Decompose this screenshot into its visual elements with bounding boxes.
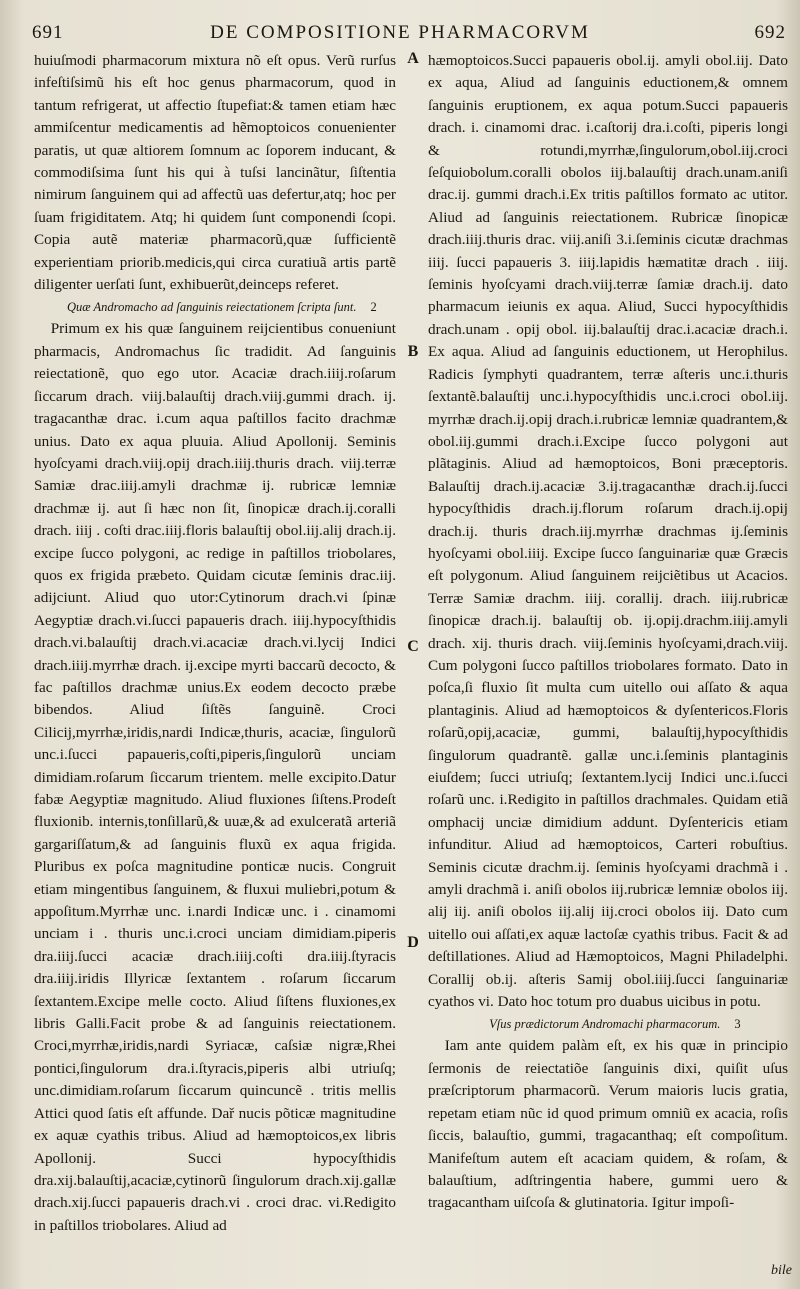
left-column <box>34 50 396 1267</box>
section-heading-2-text: Quæ Andromacho ad ſanguinis reiectationem ſcripta ſunt. <box>67 300 357 315</box>
margin-letter-d: D <box>407 934 419 951</box>
margin-letter-b: B <box>407 343 419 360</box>
margin-letter-c: C <box>407 638 419 655</box>
section-number-3: 3 <box>734 1017 741 1032</box>
left-paragraph-2: Primum ex his quæ ſanguinem reijcientibus conueniunt pharmacis, Andromachus ſic tradidit. Ad ſanguinis reiectationẽ, quo ego utor. Acaciæ drach.iiij.roſarum ſiccarum drach. viij.balauſtij drach.viij.gummi drach. ij. tragacanthæ drac. i.cum aqua paſtillos facito drachmæ unius. Dato ex aqua pluuia. Aliud Apollonij. Seminis hyoſcyami drach.viij.opij drach.iiij.thuris drach. viij.terræ Samiæ drac.iiij.amyli drachmæ ij. rubricæ lemniæ drachmæ ij. aut ſi hæc non ſit, ſinopicæ drach.ij.coralli drach. iiij . coſti drac.iiij.floris balauſtij obol.iij.alij drach.ij. excipe ſucco polygoni, ac redige in paſtillos triobolares, quos ex frigida præbeto. Quidam cicutæ ſeminis drac.iij. adijciunt. Aliud quo utor:Cytinorum drach.vi ſpinæ Aegyptiæ drach.vi.ſucci papaueris drach. iiij.hypocyſthidis drach.vi.balauſtij drach.vi.acaciæ drach.vi.lycij Indici drach.iiij.myrrhæ drach. ij.excipe myrti baccarũ decocto, & fac paſtillos drachmæ unius.Ex eodem decocto præbe bibendos. Aliud ſiſtẽs ſanguinẽ. Croci Cilicij,myrrhæ,iridis,nardi Indicæ,thuris, acaciæ, ſingulorũ unc.i.ſucci papaueris,coſti,piperis,ſingulorũ unciam dimidiam.roſarum ſiccarum trientem. melle excipito.Datur fabæ Aegyptiæ magnitudo. Aliud fluxiones ſiſtens.Prodeſt fluxionib. internis,tonſillarũ,& uuæ,& ad exulceratã arteriã gargariſſatum,& ad ſanguinis fluxũ ex aqua frigida. Pluribus ex poſca magnitudine ponticæ nucis. Congruit etiam mingentibus ſanguinem, & fluxui muliebri,potum & appoſitum.Myrrhæ unc. i.nardi Indicæ unc. i . cinamomi unciam i . thuris unc.i.croci unciam dimidiam.piperis dra.iiij.ſucci acaciæ drach.iiij.coſti dra.iiij.ſtyracis dra.iiij.iridis Illyricæ ſextantem . roſarum ſiccarum ſextantem.Excipe melle cocto. Aliud ſiſtens fluxiones,ex libris Galli.Facit probe & ad ſanguinis reiectationem. Croci,myrrhæ,iridis,nardi Syriacæ, caſsiæ nigræ,Rhei pontici,ſingulorum dra.i.ſtyracis,piperis albi utriuſq; unc.dimidiam.roſarum ſiccarum quincuncẽ . tritis mellis Attici quod ſatis eſt affunde. Dař nucis põticæ magnitudine ex aquæ cyathis tribus. Aliud ad hæmoptoicos,ex libris Apollonij. Succi hypocyſthidis dra.xij.balauſtij,acaciæ,cytinorũ ſingulorum drach.xij.gallæ drach.xij.ſucci papaueris drach.vi . croci drac. vi.Redigito in paſtillos triobolares. Aliud ad <box>34 320 396 1234</box>
right-column <box>428 50 788 1267</box>
section-heading-3-text: Vſus prædictorum Andromachi pharmacorum. <box>489 1017 721 1032</box>
left-paragraph-1: huiuſmodi pharmacorum mixtura nõ eſt opus. Verũ rurſus infeſtiſsimũ his eſt hoc genus pharmacorum, quod in tantum refrigerat, ut affectio ſtupefiat:& tamen etiam hæc ammiſcentur medicamentis ad hẽmoptoicos conuenienter paratis, ut quæ altiorem ſomnum ac ſoporem inducant, & commodiſsima ſunt his qui à tuſsi lancinãtur, ſiſtentia nimirum ſanguinem qui ad affectũ uas defertur,atq; hoc per ſuam frigiditatem. Atq; hi quidem ſunt componendi ſcopi. Copia autẽ materiæ pharmacorũ,quæ ſufficientẽ experientiam priorib.medicis,qui circa curatiuã artis partẽ diligenter uerſati ſunt, exhibuerũt,deinceps referet. <box>34 52 396 294</box>
page-number-left: 691 <box>32 22 64 43</box>
right-paragraph-2: Iam ante quidem palàm eſt, ex his quæ in principio ſermonis de reiectatiõe ſanguinis dixi, quiſit uſus præſcriptorum pharmacorũ. Verum maioris lucis gratia, repetam etiam nũc id quod primum omniũ ex acacia, roſis ſiccis, balauſtio, gummi, tragacanthaq; eſt compoſitum. Manifeſtum autem eſt acaciam quidem, & roſam, & balauſtium, adſtringentia habere, gummi uero & tragacantham uiſcoſa & glutinatoria. Igitur impoſi- <box>428 1037 788 1212</box>
section-heading-2 <box>34 296 396 318</box>
section-number-2: 2 <box>370 300 377 315</box>
right-paragraph-1: hæmoptoicos.Succi papaueris obol.ij. amyli obol.iij. Dato ex aqua, Aliud ad ſanguinis eductionem,& omnem ſanguinis eruptionem, ex aqua potum.Succi papaueris drach. i. cinamomi drac. i.caſtorij dra.i.coſti, piperis longi & rotundi,myrrhæ,ſingulorum,obol.iij.croci ſeſquiobolum.coralli obolos iij.balauſtij drach.unam.aniſi drac.ij. gummi drach.i.Ex tritis paſtillos formato ac utitor. Aliud ad ſanguinis reiectationem. Rubricæ ſinopicæ drach.iiij.thuris drac. viij.aniſi 3.i.ſeminis cicutæ drachmas iiij. ſucci papaueris 3. iiij.lapidis hæmatitæ drach . iiij. ſeminis hyoſcyami drach.viij.terræ ſamiæ drach.ij. dato pharmacum ieiunis ex aqua. Aliud, Succi hypocyſthidis drach.unam . opij obol. iij.balauſtij drac.i.acaciæ drach.i. Ex aqua. Aliud ad ſanguinis eductionem, ut Herophilus. Radicis ſymphyti quadrantem, terræ aſteris unc.i.thuris ſextantẽ.balauſtij unc.i.hypocyſthidis unc.i.croci obol.iij. myrrhæ drach.ij.opij drach.i.rubricæ lemniæ quadrantem,& obol.iij.gummi drach.i.Excipe ſucco polygoni aut plãtaginis. Aliud ad hæmoptoicos, Boni præceptoris. Balauſtij drach.ij.acaciæ 3.ij.tragacanthæ drach.ij.ſucci hypocyſthidis drach.ij.florum roſarum drach.ij.opij drach.ij. thuris drach.iij.myrrhæ drachmas ij.ſeminis hyoſcyami obol.iiij. Excipe ſucco ſanguinariæ quæ Græcis eſt polygonum. Aliud ſanguinem reijciẽtibus ut Acacios. Terræ Samiæ drachm. iiij. corallij. drach. iiij.rubricæ ſinopicæ drach.ij. balauſtij ob. ij.opij.drachm.iiij.amyli drach. xij. thuris drach. viij.ſeminis hyoſcyami,drach.viij. Cum polygoni ſucco paſtillos triobolares formato. Dato in poſca,ſi fluxio ſit multa cum uitello oui aſſato & aqua plantaginis. Aliud ad hæmoptoicos & dyſentericos.Floris roſarũ,opij,acaciæ, gummi, balauſtij,hypocyſthidis ſingulorum quadrantẽ. gallæ unc.i.ſeminis plantaginis eiuſdem; ſucci utriuſq; ſextantem.lycij Indici unc.i.ſucci roſarũ unc. i.Redigito in paſtillos drachmales. Quidam etiã omphacij unciæ dimidium addunt. Dyſentericis etiam infunditur. Aliud ad hæmoptoicos, Carteri robuſtius. Seminis cicutæ drachm.ij. ſeminis hyoſcyami drachmã i . amyli drachmã i. aniſi obolos iij.rubricæ lemniæ obolos iij. alij iij. aniſi obolos iij.alij iij.croci obolos iij. Dato cum uitello oui aſſati,ex aquæ lactoſæ cyathis tribus. Facit & ad deſtillationes. Aliud ad Hæmoptoicos, Magni Philadelphi. Corallij ob.ij. aſteris Samij obol.iiij.ſucci ſanguinariæ cyathos vi. Dato hoc totum pro duabus uicibus in potu. <box>428 52 788 1011</box>
section-heading-3 <box>428 1013 788 1035</box>
catchword: bile <box>771 1263 792 1278</box>
running-title: DE COMPOSITIONE PHARMACORVM <box>210 22 590 43</box>
page-number-right: 692 <box>754 22 786 43</box>
margin-letter-a: A <box>407 50 419 67</box>
running-header <box>0 22 800 50</box>
